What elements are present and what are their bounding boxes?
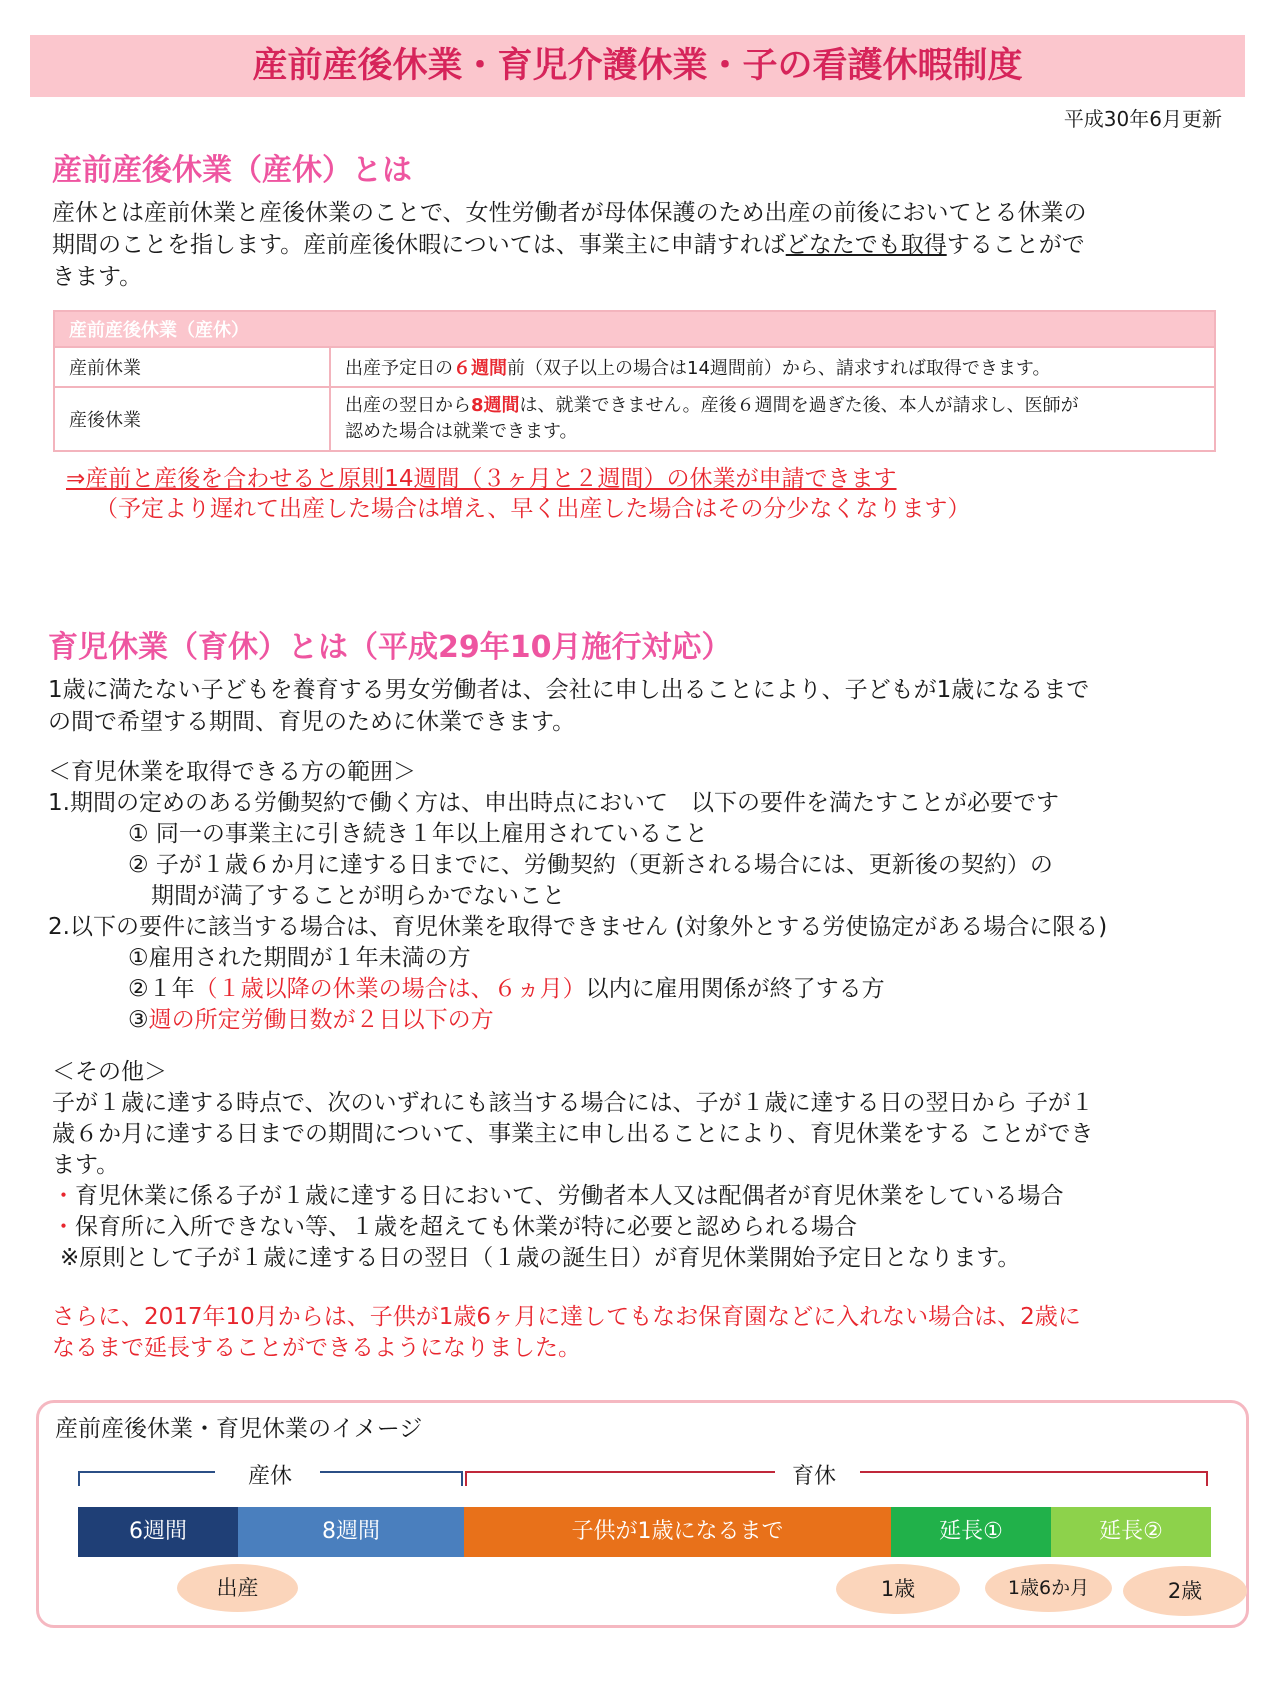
desc-text: 出産の翌日から <box>345 395 471 416</box>
table-header: 産前産後休業（産休） <box>54 311 1215 347</box>
timeline-title: 産前産後休業・育児休業のイメージ <box>55 1416 423 1442</box>
other-line-3: ます。 <box>52 1152 120 1178</box>
item-text: ②１年 <box>128 976 195 1002</box>
extension-line-1: さらに、2017年10月からは、子供が1歳6ヶ月に達してもなお保育園などに入れない場合は、2歳に <box>52 1304 1081 1330</box>
eligibility-title: ＜育児休業を取得できる方の範囲＞ <box>48 759 416 785</box>
childcare-heading: 育児休業（育休）とは（平成29年10月施行対応） <box>48 630 732 665</box>
desc-emphasis: 8週間 <box>471 395 520 416</box>
eligibility-item-1b: ② 子が１歳６か月に達する日までに、労働契約（更新される場合には、更新後の契約）の <box>128 852 1053 878</box>
segment-extension-1: 延長① <box>891 1507 1051 1557</box>
other-note: ※原則として子が１歳に達する日の翌日（１歳の誕生日）が育児休業開始予定日となります。 <box>60 1245 1021 1271</box>
maternity-intro-line-1: 産休とは産前休業と産後休業のことで、女性労働者が母体保護のため出産の前後においてとる休業の <box>52 200 1087 226</box>
segment-6-weeks: 6週間 <box>78 1507 238 1557</box>
bullet-text: 育児休業に係る子が１歳に達する日において、労働者本人又は配偶者が育児休業をしている場合 <box>75 1183 1064 1209</box>
intro-text: 期間のことを指します。産前産後休暇については、事業主に申請すれば <box>52 232 786 258</box>
intro-underlined: どなたでも取得 <box>785 232 947 258</box>
item-text: 以内に雇用関係が終了する方 <box>585 976 885 1002</box>
extension-line-2: なるまで延長することができるようになりました。 <box>52 1335 581 1361</box>
desc-text: は、就業できません。産後６週間を過ぎた後、本人が請求し、医師が <box>519 395 1079 416</box>
childcare-intro-line-2: の間で希望する期間、育児のために休業できます。 <box>48 709 576 735</box>
eligibility-item-2: 2.以下の要件に該当する場合は、育児休業を取得できません (対象外とする労使協定がある場合に限る) <box>48 914 1108 940</box>
item-red-text: （１歳以降の休業の場合は、６ヵ月） <box>194 976 586 1002</box>
eligibility-item-1b-cont: 期間が満了することが明らかでないこと <box>151 883 565 909</box>
segment-extension-2: 延長② <box>1051 1507 1211 1557</box>
desc-text: 認めた場合は就業できます。 <box>345 421 578 442</box>
sankyu-label: 産休 <box>248 1464 293 1489</box>
eligibility-item-2a: ①雇用された期間が１年未満の方 <box>128 945 471 971</box>
maternity-total-subnote: （予定より遅れて出産した場合は増え、早く出産した場合はその分少なくなります） <box>95 496 971 522</box>
desc-text: 前（双子以上の場合は14週間前）から、請求すれば取得できます。 <box>507 358 1051 379</box>
ikukyu-bracket-right <box>860 1472 1207 1486</box>
marker-birth: 出産 <box>177 1564 298 1612</box>
maternity-total-note: ⇒産前と産後を合わせると原則14週間（３ヶ月と２週間）の休業が申請できます <box>66 466 897 492</box>
other-line-1: 子が１歳に達する時点で、次のいずれにも該当する場合には、子が１歳に達する日の翌日から 子が１ <box>52 1090 1094 1116</box>
other-title: ＜その他＞ <box>52 1059 167 1085</box>
eligibility-item-1a: ① 同一の事業主に引き続き１年以上雇用されていること <box>128 821 708 847</box>
desc-emphasis: ６週間 <box>453 358 507 379</box>
segment-until-1yr: 子供が1歳になるまで <box>464 1507 891 1557</box>
updated-date: 平成30年6月更新 <box>1063 107 1222 131</box>
desc-text: 出産予定日の <box>345 358 453 379</box>
childcare-intro-line-1: 1歳に満たない子どもを養育する男女労働者は、会社に申し出ることにより、子どもが1歳になるまで <box>48 677 1090 703</box>
marker-1yr: 1歳 <box>836 1564 960 1614</box>
segment-8-weeks: 8週間 <box>238 1507 464 1557</box>
maternity-intro-line-3: きます。 <box>52 264 143 290</box>
bullet-mark: ・ <box>52 1183 75 1209</box>
intro-text: することがで <box>946 232 1085 258</box>
marker-2yr: 2歳 <box>1123 1566 1247 1616</box>
maternity-heading: 産前産後休業（産休）とは <box>52 153 412 188</box>
item-red-text: 週の所定労働日数が２日以下の方 <box>148 1007 494 1033</box>
bullet-mark: ・ <box>52 1214 75 1240</box>
row-label: 産前休業 <box>54 347 330 387</box>
sankyu-bracket-right <box>320 1472 462 1486</box>
bullet-text: 保育所に入所できない等、１歳を超えても休業が特に必要と認められる場合 <box>75 1214 857 1240</box>
ikukyu-bracket-left <box>466 1472 775 1486</box>
page-title: 産前産後休業・育児介護休業・子の看護休暇制度 <box>252 46 1023 86</box>
eligibility-item-1: 1.期間の定めのある労働契約で働く方は、申出時点において 以下の要件を満たすことが必要です <box>48 790 1059 816</box>
item-text: ③ <box>128 1007 149 1033</box>
ikukyu-label: 育休 <box>792 1464 837 1489</box>
sankyu-bracket-left <box>79 1472 215 1486</box>
marker-1yr6mo: 1歳6か月 <box>985 1564 1112 1612</box>
other-line-2: 歳６か月に達する日までの期間について、事業主に申し出ることにより、育児休業をする ことができ <box>52 1121 1094 1147</box>
row-label: 産後休業 <box>54 387 330 451</box>
